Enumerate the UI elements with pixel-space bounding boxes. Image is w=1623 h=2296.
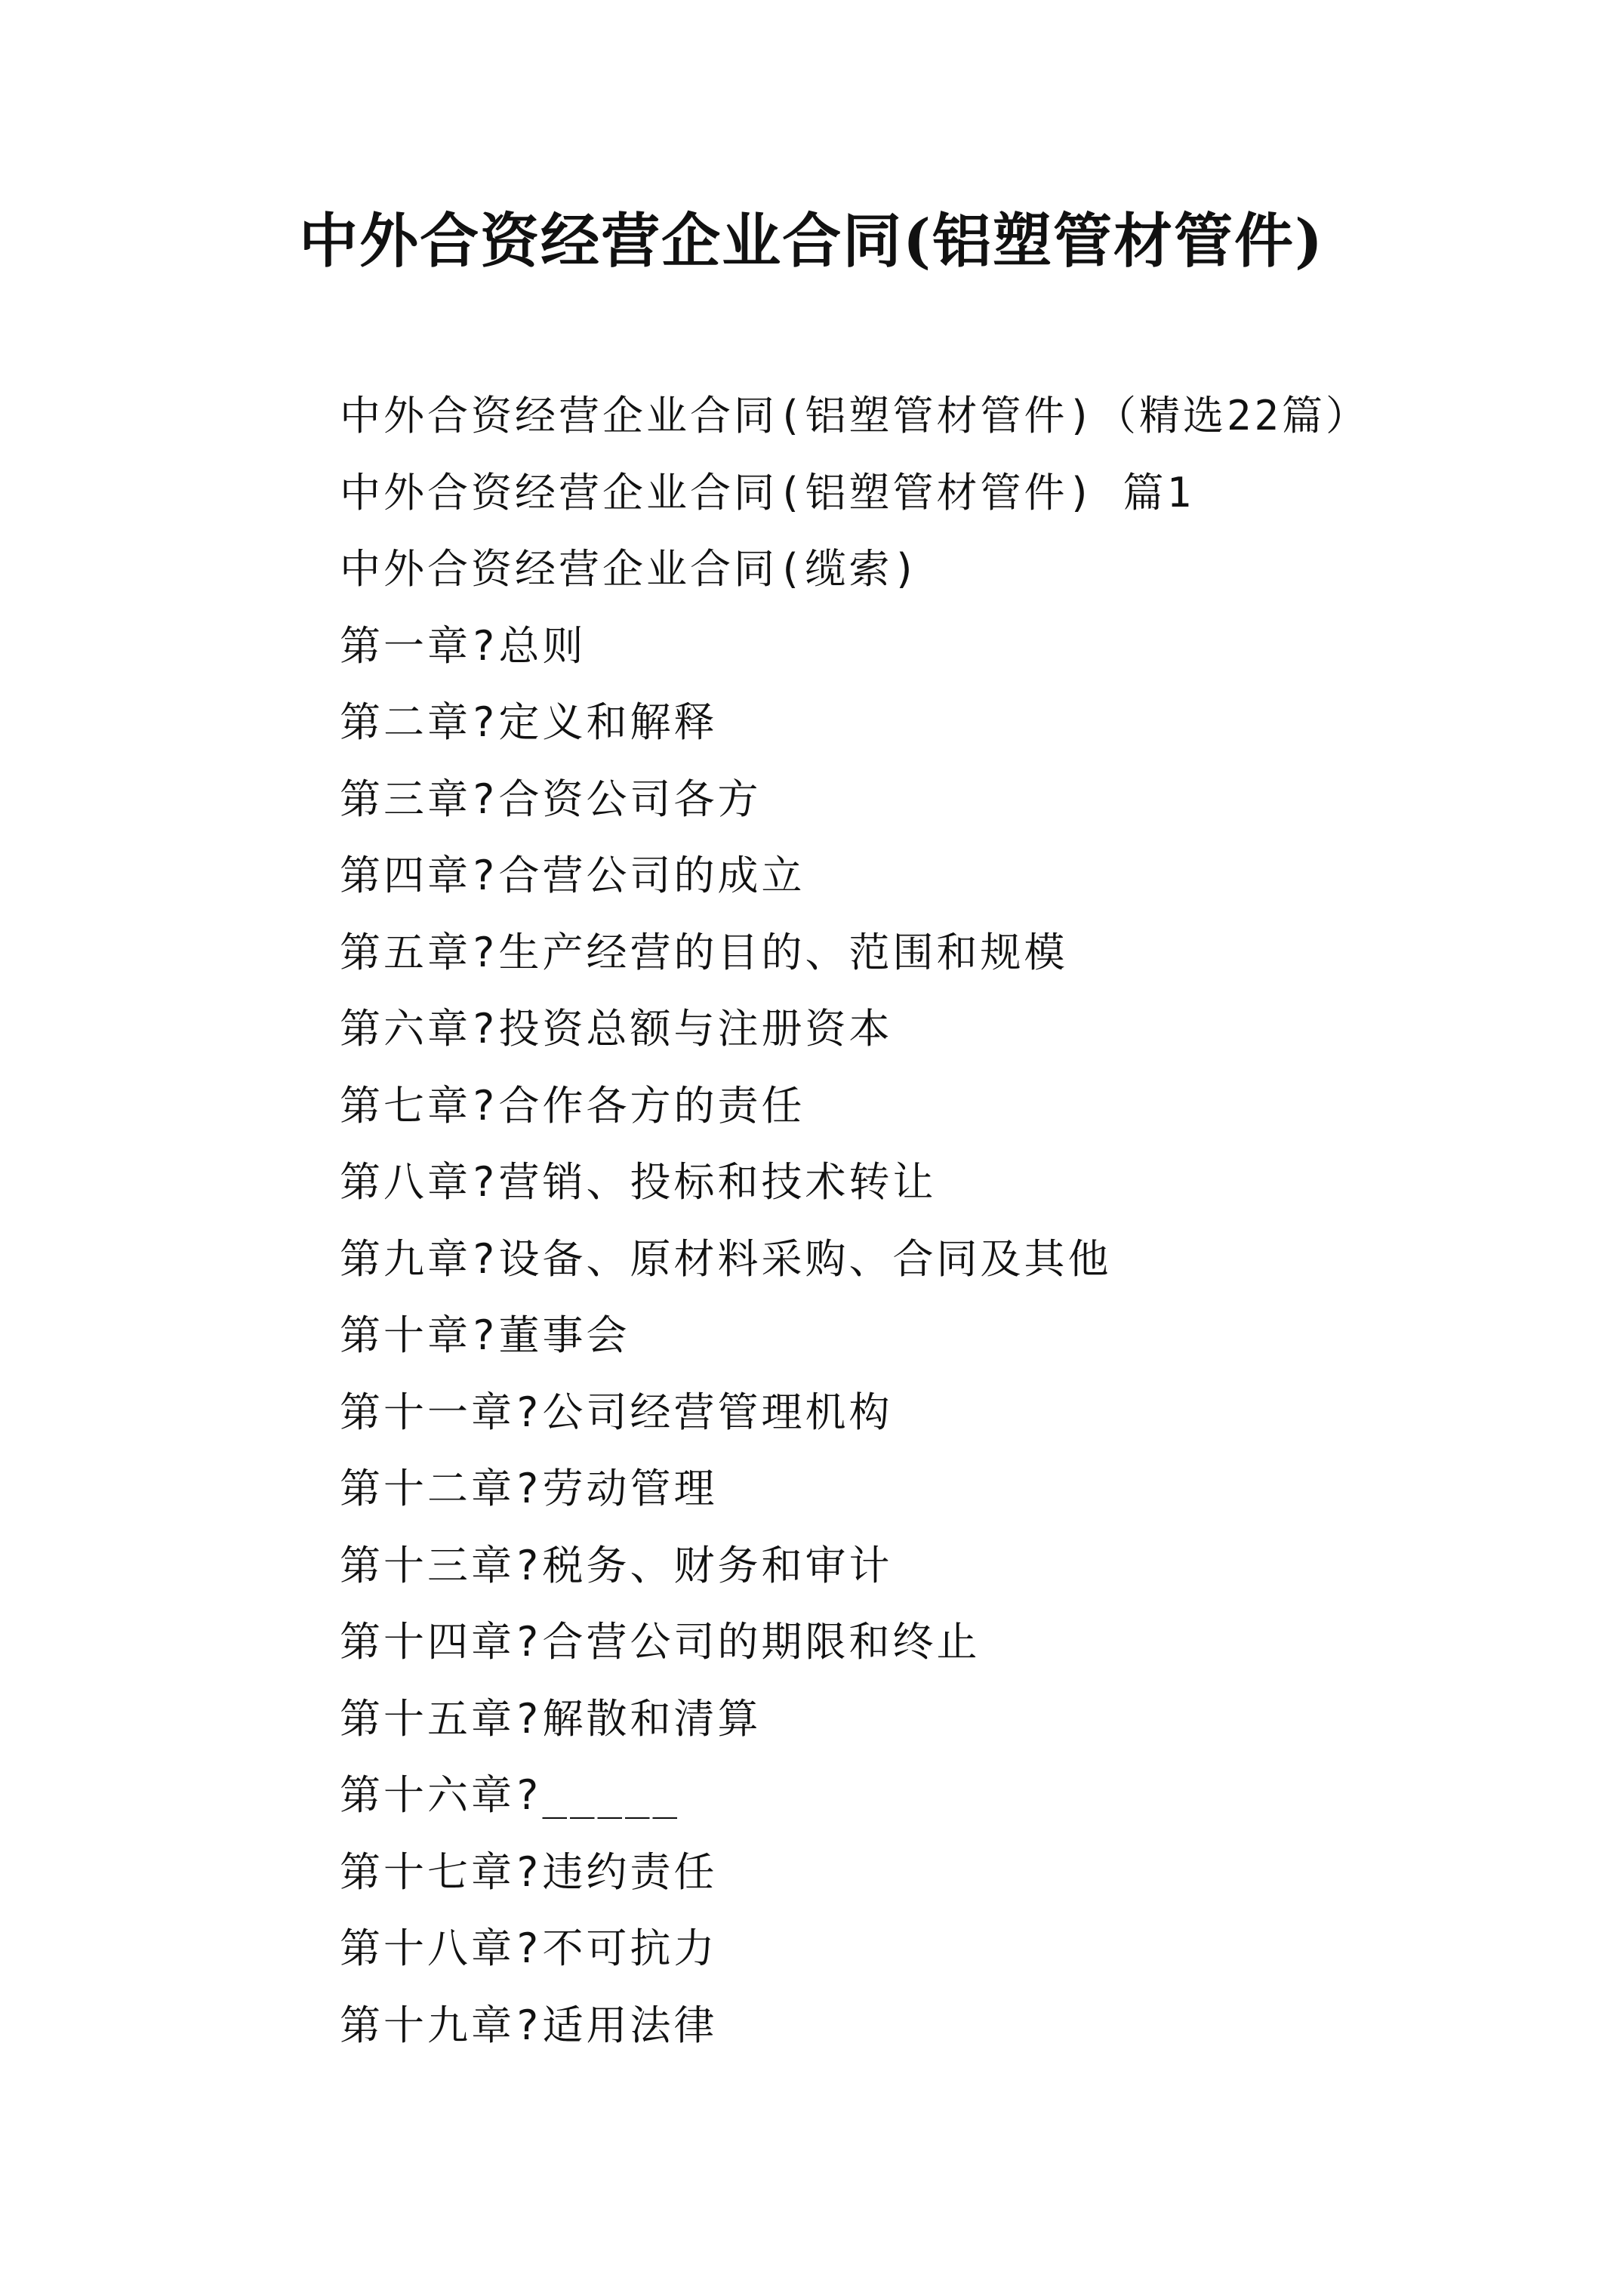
subtitle-line: 中外合资经营企业合同(铝塑管材管件)（精选22篇）: [340, 392, 1370, 439]
chapter-3: 第三章?合资公司各方: [340, 775, 762, 823]
chapter-5: 第五章?生产经营的目的、范围和规模: [340, 928, 1068, 976]
chapter-18: 第十八章?不可抗力: [340, 1925, 718, 1972]
section-heading: 中外合资经营企业合同(铝塑管材管件) 篇1: [340, 468, 1195, 516]
chapter-1: 第一章?总则: [340, 621, 587, 670]
chapter-10: 第十章?董事会: [340, 1311, 630, 1359]
contract-title: 中外合资经营企业合同(缆索): [340, 545, 921, 593]
document-title: 中外合资经营企业合同(铝塑管材管件): [299, 207, 1324, 276]
chapter-19: 第十九章?适用法律: [340, 2001, 718, 2049]
chapter-6: 第六章?投资总额与注册资本: [340, 1005, 893, 1052]
chapter-17: 第十七章?违约责任: [340, 1848, 718, 1896]
chapter-9: 第九章?设备、原材料采购、合同及其他: [340, 1234, 1112, 1283]
chapter-2: 第二章?定义和解释: [340, 698, 718, 746]
chapter-8: 第八章?营销、投标和技术转让: [340, 1158, 937, 1206]
chapter-12: 第十二章?劳动管理: [340, 1465, 718, 1512]
chapter-15: 第十五章?解散和清算: [340, 1694, 762, 1743]
chapter-13: 第十三章?税务、财务和审计: [340, 1541, 893, 1589]
chapter-7: 第七章?合作各方的责任: [340, 1081, 805, 1130]
chapter-16: 第十六章?_____: [340, 1771, 681, 1819]
chapter-4: 第四章?合营公司的成立: [340, 852, 805, 899]
document-body: [340, 378, 1369, 2063]
chapter-11: 第十一章?公司经营管理机构: [340, 1388, 893, 1436]
chapter-14: 第十四章?合营公司的期限和终止: [340, 1618, 981, 1666]
